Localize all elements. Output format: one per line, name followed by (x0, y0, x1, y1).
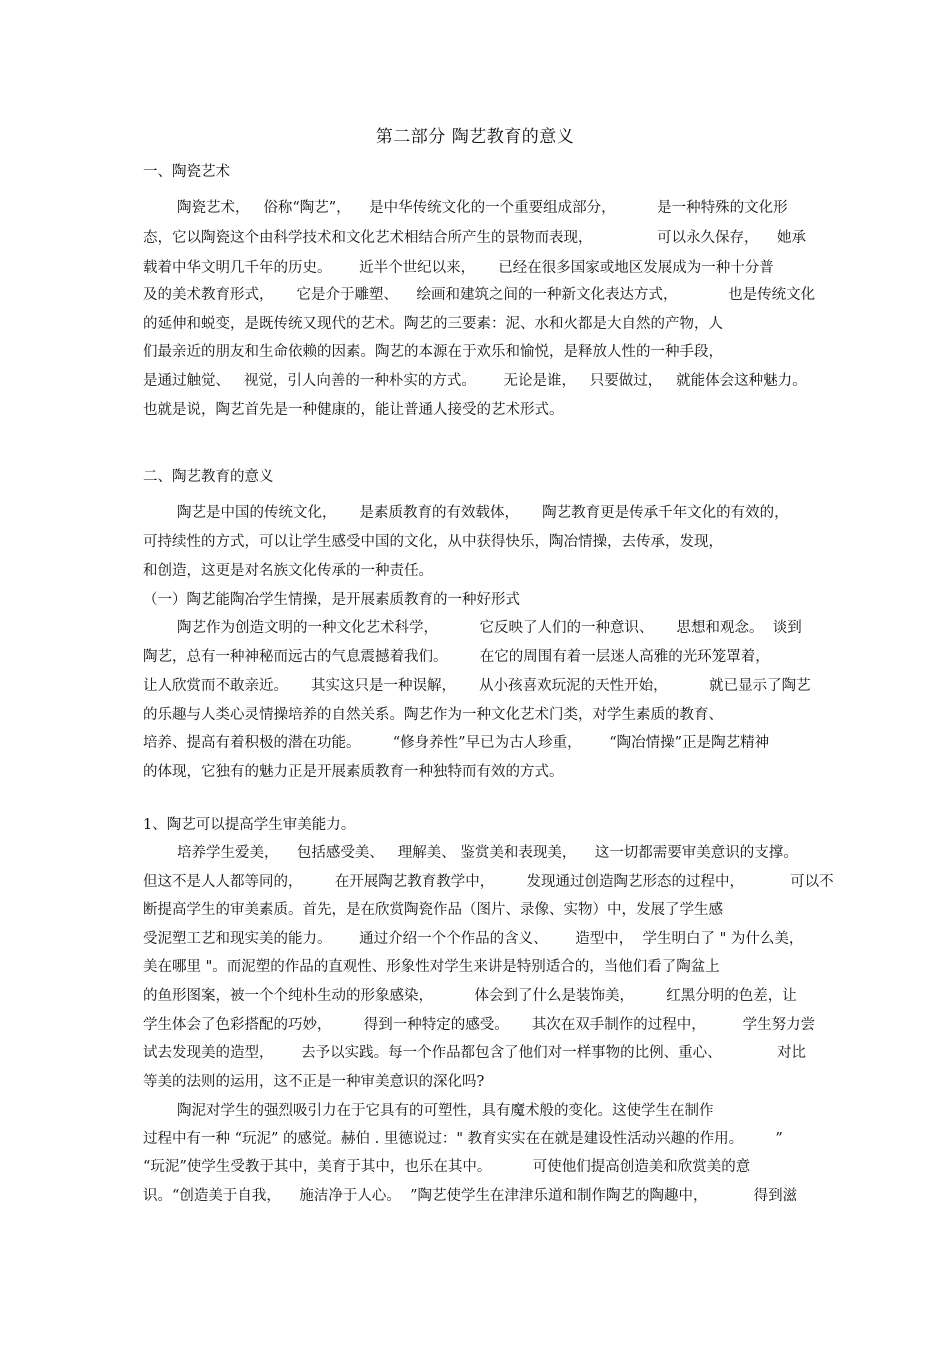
text-line: 培养、提高有着积极的潜在功能。 “修身养性”早已为古人珍重， “陶冶情操”正是陶艺精神 (143, 735, 770, 751)
text-line: 过程中有一种 “玩泥” 的感觉。赫伯 . 里德说过：" 教育实实在在就是建设性活动兴趣的作用。 ” (143, 1131, 783, 1147)
text-line: 一、陶瓷艺术 (143, 164, 230, 180)
text-line: 态，它以陶瓷这个由科学技术和文化艺术相结合所产生的景物而表现， 可以永久保存， 她承 (143, 230, 806, 246)
text-line: 可持续性的方式，可以让学生感受中国的文化，从中获得快乐，陶冶情操，去传承，发现， (143, 534, 723, 550)
text-line: 陶艺，总有一种神秘而远古的气息震撼着我们。 在它的周围有着一层迷人高雅的光环笼罩着， (143, 649, 770, 665)
text-line: 及的美术教育形式， 它是介于雕塑、 绘画和建筑之间的一种新文化表达方式， 也是传统文化 (143, 287, 816, 303)
text-line: 的鱼形图案，被一个个纯朴生动的形象感染， 体会到了什么是装饰美， 红黑分明的色差，让 (143, 988, 797, 1004)
text-line: （一）陶艺能陶冶学生情操，是开展素质教育的一种好形式 (143, 592, 520, 608)
text-line: 美在哪里 "。而泥塑的作品的直观性、形象性对学生来讲是特别适合的，当他们看了陶盆上 (143, 959, 720, 975)
text-line: 试去发现美的造型， 去予以实践。每一个作品都包含了他们对一样事物的比例、重心、 对比 (143, 1045, 806, 1061)
text-line: 的体现，它独有的魅力正是开展素质教育一种独特而有效的方式。 (143, 764, 564, 780)
text-line: 陶泥对学生的强烈吸引力在于它具有的可塑性，具有魔术般的变化。这使学生在制作 (177, 1103, 714, 1119)
text-line: 陶艺作为创造文明的一种文化艺术科学， 它反映了人们的一种意识、 思想和观念。 谈到 (177, 620, 802, 636)
text-line: 是通过触觉、 视觉，引人向善的一种朴实的方式。 无论是谁， 只要做过， 就能体会这种魅力。 (143, 373, 807, 389)
text-line: 学生体会了色彩搭配的巧妙， 得到一种特定的感受。 其次在双手制作的过程中， 学生努力尝 (143, 1017, 816, 1033)
text-line: 陶艺是中国的传统文化， 是素质教育的有效载体， 陶艺教育更是传承千年文化的有效的， (177, 505, 789, 521)
page-title: 第二部分 陶艺教育的意义 (375, 127, 575, 147)
text-line: 陶瓷艺术， 俗称“陶艺”， 是中华传统文化的一个重要组成部分， 是一种特殊的文化形 (177, 200, 788, 216)
text-line: 的延伸和蜕变，是既传统又现代的艺术。陶艺的三要素：泥、水和火都是大自然的产物，人 (143, 316, 723, 332)
text-line: 受泥塑工艺和现实美的能力。 通过介绍一个个作品的含义、 造型中， 学生明白了 " 为什么美， (143, 931, 804, 947)
text-line: 们最亲近的朋友和生命依赖的因素。陶艺的本源在于欢乐和愉悦，是释放人性的一种手段， (143, 344, 723, 360)
text-line: 等美的法则的运用，这不正是一种审美意识的深化吗? (143, 1074, 485, 1090)
text-line: 1、陶艺可以提高学生审美能力。 (143, 817, 356, 833)
text-line: 的乐趣与人类心灵情操培养的自然关系。陶艺作为一种文化艺术门类，对学生素质的教育、 (143, 707, 723, 723)
text-line: “玩泥”使学生受教于其中，美育于其中，也乐在其中。 可使他们提高创造美和欣赏美的意 (143, 1159, 751, 1175)
text-line: 断提高学生的审美素质。首先，是在欣赏陶瓷作品（图片、录像、实物）中，发展了学生感 (143, 902, 723, 918)
text-line: 和创造，这更是对名族文化传承的一种责任。 (143, 563, 433, 579)
text-line: 但这不是人人都等同的， 在开展陶艺教育教学中， 发现通过创造陶艺形态的过程中， 可以不 (143, 874, 834, 890)
text-line: 也就是说，陶艺首先是一种健康的，能让普通人接受的艺术形式。 (143, 402, 564, 418)
text-line: 二、陶艺教育的意义 (143, 469, 274, 485)
text-line: 识。“创造美于自我， 施洁净于人心。 ”陶艺使学生在津津乐道和制作陶艺的陶趣中， 得到滋 (143, 1188, 798, 1204)
text-line: 载着中华文明几千年的历史。 近半个世纪以来， 已经在很多国家或地区发展成为一种十分普 (143, 260, 774, 276)
text-line: 让人欣赏而不敢亲近。 其实这只是一种误解， 从小孩喜欢玩泥的天性开始， 就已显示了陶艺 (143, 678, 811, 694)
text-line: 培养学生爱美， 包括感受美、 理解美、 鉴赏美和表现美， 这一切都需要审美意识的支撑。 (177, 845, 798, 861)
